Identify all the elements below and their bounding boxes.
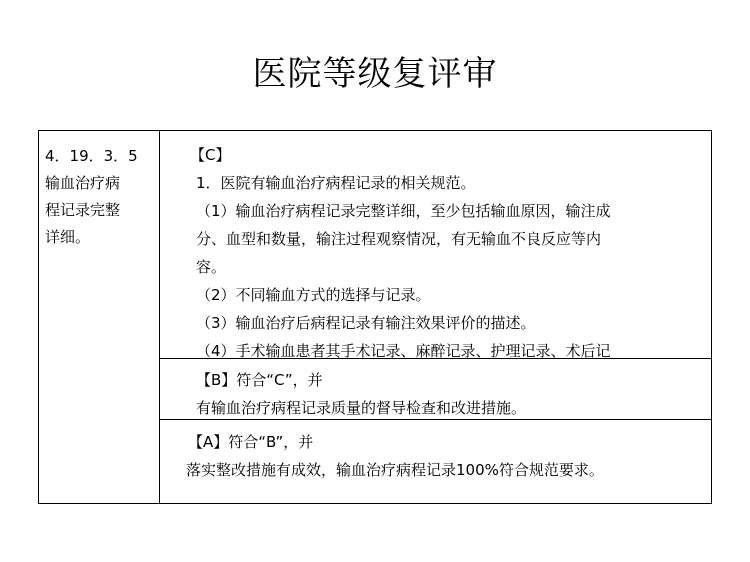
grade-a-section xyxy=(160,428,711,484)
grade-c-section xyxy=(160,141,711,365)
grade-b-section xyxy=(160,366,711,422)
grade-c-line: （1）输血治疗病程记录完整详细，至少包括输血原因，输注成 xyxy=(196,202,611,220)
item-title-line-2: 程记录完整 xyxy=(45,201,121,219)
item-code: 4．19．3．5 xyxy=(45,147,138,165)
grade-b-label: 【B】符合“C”，并 xyxy=(196,371,323,389)
row-divider-c-b xyxy=(160,358,711,359)
grade-c-line: 容。 xyxy=(196,258,227,276)
criteria-cell xyxy=(160,131,711,503)
item-title-line-1: 输血治疗病 xyxy=(45,174,121,192)
grade-c-item-1: 1．医院有输血治疗病程记录的相关规范。 xyxy=(196,174,476,192)
grade-b-line: 有输血治疗病程记录质量的督导检查和改进措施。 xyxy=(196,399,527,417)
item-title-line-3: 详细。 xyxy=(45,228,91,246)
grade-c-line: （3）输血治疗后病程记录有输注效果评价的描述。 xyxy=(196,314,536,332)
grade-c-line: 分、血型和数量，输注过程观察情况，有无输血不良反应等内 xyxy=(196,230,602,248)
grade-c-line: （4）手术输血患者其手术记录、麻醉记录、护理记录、术后记 xyxy=(196,342,611,360)
grade-c-label: 【C】 xyxy=(190,146,231,164)
row-divider-b-a xyxy=(160,419,711,420)
page-title: 医院等级复评审 xyxy=(252,54,498,94)
grade-a-label: 【A】符合“B”，并 xyxy=(188,433,314,451)
grade-c-line: （2）不同输血方式的选择与记录。 xyxy=(196,286,431,304)
criteria-table xyxy=(38,130,712,504)
item-code-cell xyxy=(39,131,160,503)
grade-a-line: 落实整改措施有成效，输血治疗病程记录100%符合规范要求。 xyxy=(186,461,604,479)
